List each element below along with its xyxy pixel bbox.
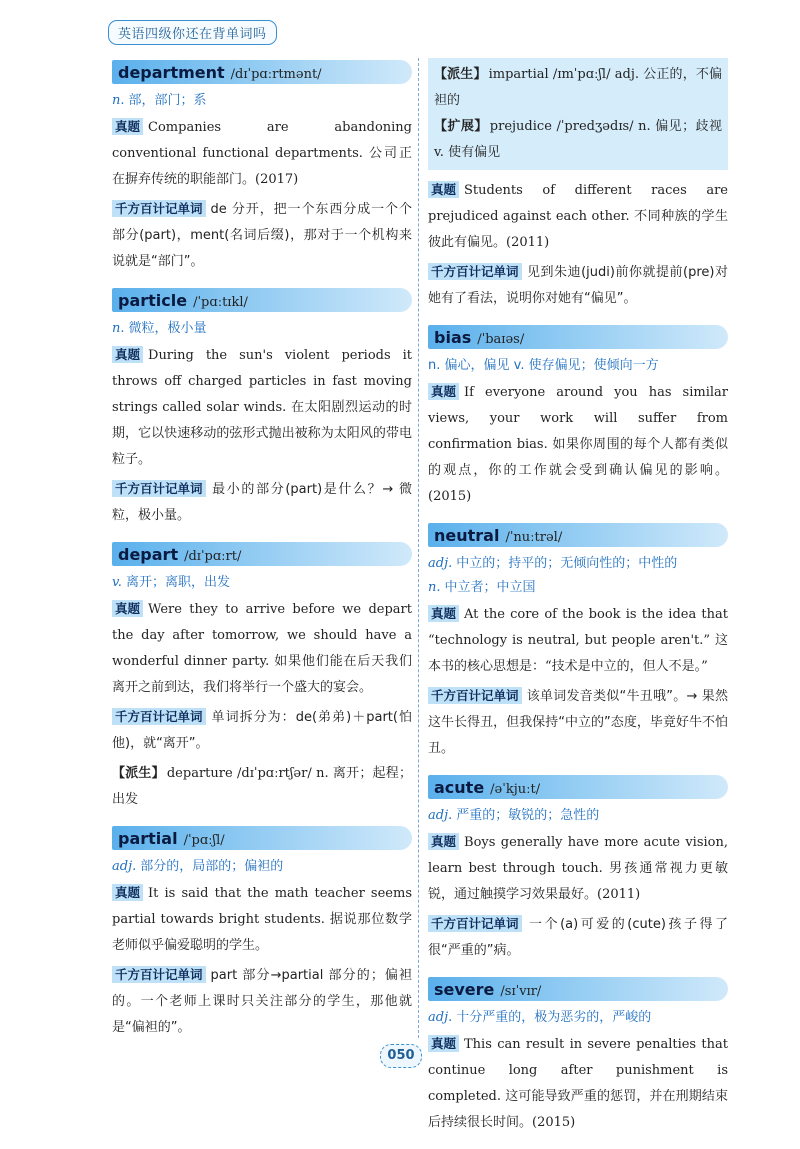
column-divider [418, 58, 419, 1038]
definition: n. 偏心，偏见 v. 使存偏见；使倾向一方 [428, 358, 659, 373]
headword-bar [428, 325, 728, 349]
example: 真题 Boys generally have more acute vision, learn best through touch. 男孩通常视力更敏锐，通过触摸学习效果最好。(2011) [428, 834, 728, 902]
headword: partial [118, 829, 178, 848]
memory-tip: 千方百计记单词 de 分开，把一个东西分成一个个部分(part)，ment(名词后缀)，那对于一个机构来说就是“部门”。 [112, 201, 412, 269]
phonetic: /dɪˈpɑːrt/ [184, 549, 242, 564]
phonetic: /ˈpɑːʃl/ [183, 833, 225, 848]
phonetic: /ˈbaɪəs/ [477, 332, 525, 347]
headword: neutral [434, 526, 500, 545]
headword: department [118, 63, 225, 82]
derivative: 【派生】 departure /dɪˈpɑːrtʃər/ n. 离开；起程；出发 [112, 766, 412, 807]
entry-particle [112, 288, 412, 529]
memory-tip: 千方百计记单词 见到朱迪(judi)前你就提前(pre)对她有了看法，说明你对她有“偏见”。 [428, 264, 728, 306]
book-title-tag: 英语四级你还在背单词吗 [108, 20, 277, 45]
definition: n. 中立者；中立国 [428, 580, 536, 595]
memory-tip: 千方百计记单词 单词拆分为：de(弟弟)＋part(怕他)，就“离开”。 [112, 709, 412, 751]
headword-bar [428, 523, 728, 547]
headword: particle [118, 291, 188, 310]
example: 真题 Students of different races are prejudiced against each other. 不同种族的学生彼此有偏见。(2011) [428, 182, 728, 250]
left-column [112, 60, 412, 1054]
headword-bar [112, 60, 412, 84]
example: 真题 This can result in severe penalties that continue long after punishment is completed. 这可能导致严重的惩罚，并在刑期结束后持续很长时间。(2015) [428, 1036, 728, 1130]
definition: adj. 十分严重的，极为恶劣的，严峻的 [428, 1010, 652, 1025]
headword: acute [434, 778, 485, 797]
page-number: 050 [380, 1044, 422, 1068]
headword-bar [112, 542, 412, 566]
entry-severe [428, 977, 728, 1136]
entry-bias [428, 325, 728, 510]
phonetic: /sɪˈvɪr/ [500, 984, 542, 999]
definition: v. 离开；离职，出发 [112, 575, 230, 590]
entry-neutral [428, 523, 728, 762]
headword: bias [434, 328, 472, 347]
phonetic: /əˈkjuːt/ [490, 782, 541, 797]
headword-bar [112, 288, 412, 312]
memory-tip: 千方百计记单词 最小的部分(part)是什么？→ 微粒，极小量。 [112, 481, 412, 523]
example: 真题 Were they to arrive before we depart the day after tomorrow, we should have a wonderful dinner party. 如果他们能在后天我们离开之前到达，我们将举行一个盛大的宴会。 [112, 601, 412, 695]
example: 真题 Companies are abandoning conventional functional departments. 公司正在摒弃传统的职能部门。(2017) [112, 119, 412, 187]
entry-partial-continued [428, 58, 728, 312]
headword-bar [428, 775, 728, 799]
phonetic: /ˈpɑːtɪkl/ [193, 295, 248, 310]
definition: n. 部，部门；系 [112, 93, 207, 108]
right-column [428, 60, 728, 1149]
entry-acute [428, 775, 728, 964]
example: 真题 During the sun's violent periods it throws off charged particles in fast moving strings called solar winds. 在太阳剧烈运动的时期，它以快速移动的弦形式抛出被称为太阳风的带电粒子。 [112, 347, 412, 467]
memory-tip: 千方百计记单词 该单词发音类似“牛丑哦”。→ 果然这牛长得丑，但我保持“中立的”态度，毕竟好牛不怕丑。 [428, 688, 728, 756]
derivative-box [428, 58, 728, 170]
definition: adj. 严重的；敏锐的；急性的 [428, 808, 600, 823]
memory-tip: 千方百计记单词 part 部分→partial 部分的；偏袒的。一个老师上课时只关注部分的学生，那他就是“偏袒的”。 [112, 967, 412, 1035]
entry-depart [112, 542, 412, 813]
memory-tip: 千方百计记单词 一个(a)可爱的(cute)孩子得了很“严重的”病。 [428, 916, 728, 958]
definition: adj. 部分的，局部的；偏袒的 [112, 859, 284, 874]
headword-bar [112, 826, 412, 850]
headword: depart [118, 545, 179, 564]
phonetic: /dɪˈpɑːrtmənt/ [230, 67, 322, 82]
headword: severe [434, 980, 495, 999]
entry-department [112, 60, 412, 275]
derivative: 【派生】 impartial /ɪmˈpɑːʃl/ adj. 公正的，不偏袒的 [434, 67, 722, 108]
definition: adj. 中立的；持平的；无倾向性的；中性的 [428, 556, 678, 571]
entry-partial [112, 826, 412, 1041]
headword-bar [428, 977, 728, 1001]
phonetic: /ˈnuːtrəl/ [505, 530, 563, 545]
example: 真题 It is said that the math teacher seems partial towards bright students. 据说那位数学老师似乎偏爱聪明的学生。 [112, 885, 412, 953]
expansion: 【扩展】 prejudice /ˈpredʒədɪs/ n. 偏见；歧视 v. 使有偏见 [434, 119, 722, 160]
example: 真题 At the core of the book is the idea that “technology is neutral, but people aren't.” 这本书的核心思想是：“技术是中立的，但人不是。” [428, 606, 728, 674]
example: 真题 If everyone around you has similar views, your work will suffer from confirmation bias. 如果你周围的每个人都有类似的观点，你的工作就会受到确认偏见的影响。(2015) [428, 384, 728, 504]
definition: n. 微粒，极小量 [112, 321, 207, 336]
